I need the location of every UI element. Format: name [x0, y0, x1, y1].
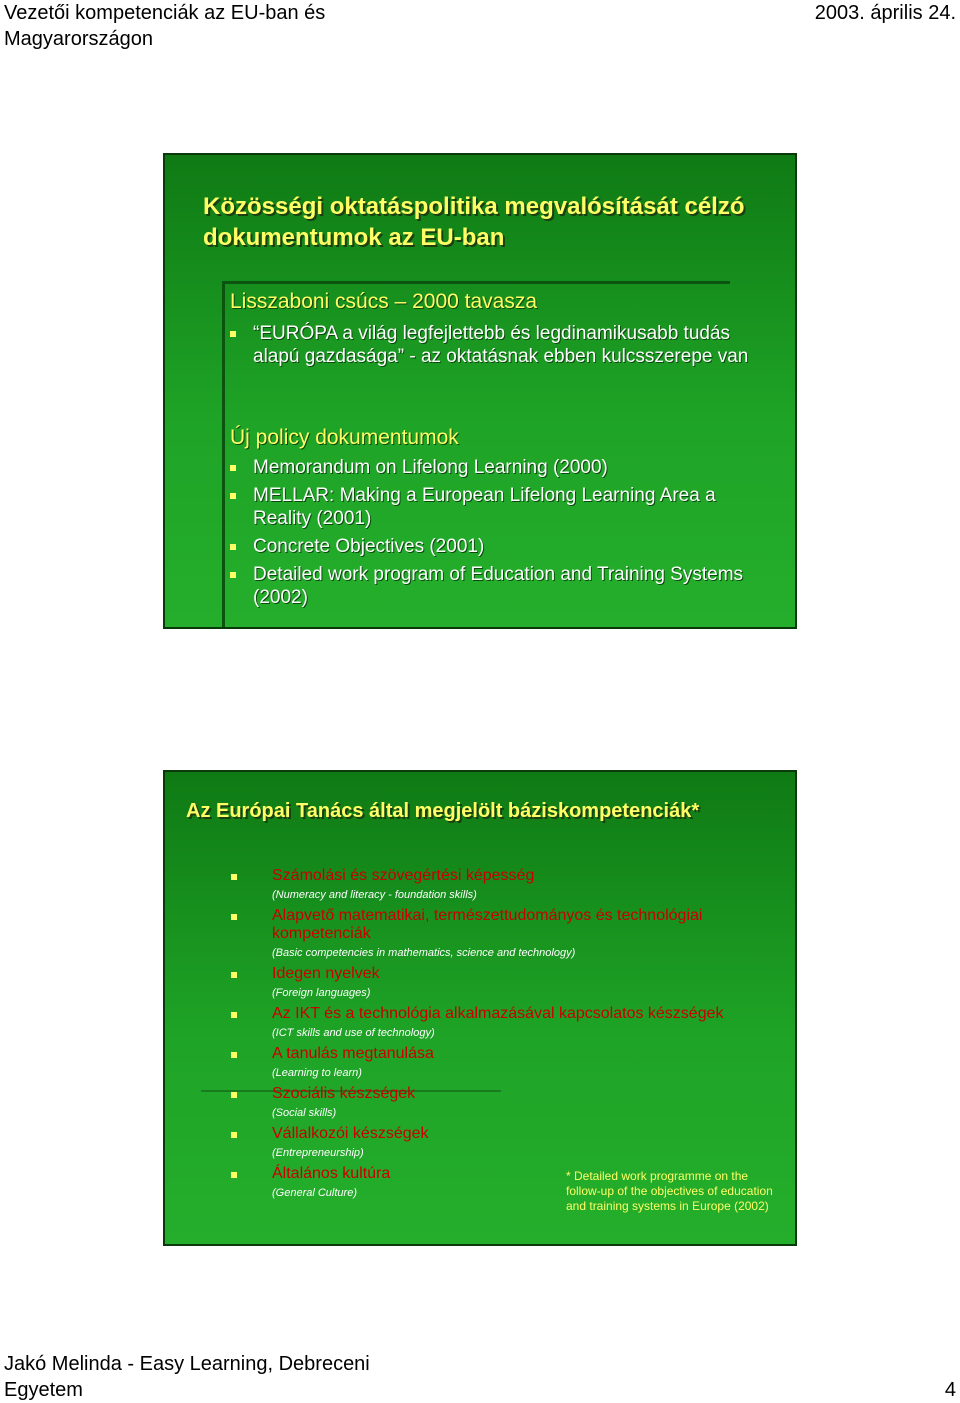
list-item: Concrete Objectives (2001) — [230, 535, 775, 558]
bullet-square-icon — [230, 331, 236, 337]
slide-eu-policy-documents — [163, 153, 797, 629]
slide-base-competencies — [163, 770, 797, 1246]
list-item: A tanulás megtanulása (Learning to learn) — [231, 1045, 751, 1080]
bullet-square-icon — [231, 1052, 237, 1058]
list-item: Vállalkozói készségek (Entrepreneurship) — [231, 1125, 751, 1160]
header-date: 2003. április 24. — [814, 2, 956, 24]
slide-divider-line — [222, 281, 730, 284]
list-item: Számolási és szövegértési képesség (Numeracy and literacy - foundation skills) — [231, 867, 751, 902]
page-number: 4 — [944, 1379, 956, 1401]
list-item: MELLAR: Making a European Lifelong Learning Area a Reality (2001) — [230, 484, 775, 530]
list-item: Szociális készségek (Social skills) — [231, 1085, 751, 1120]
list-item: Memorandum on Lifelong Learning (2000) — [230, 456, 775, 479]
lisbon-bullet-list — [230, 322, 770, 373]
bullet-square-icon — [231, 1012, 237, 1018]
list-item: Idegen nyelvek (Foreign languages) — [231, 965, 751, 1000]
competencies-list — [231, 867, 751, 1205]
bullet-square-icon — [230, 544, 236, 550]
section-heading-lisbon: Lisszaboni csúcs – 2000 tavasza — [230, 290, 538, 313]
bullet-square-icon — [230, 493, 236, 499]
list-item: Az IKT és a technológia alkalmazásával kapcsolatos készségek (ICT skills and use of technology) — [231, 1005, 751, 1040]
bullet-square-icon — [230, 465, 236, 471]
footnote: * Detailed work programme on the follow-up of the objectives of education and training systems in Europe (2002) — [566, 1169, 773, 1213]
bullet-square-icon — [231, 1092, 237, 1098]
bullet-square-icon — [231, 972, 237, 978]
bullet-square-icon — [230, 572, 236, 578]
section-heading-policy-documents: Új policy dokumentumok — [230, 426, 459, 449]
list-item: Alapvető matematikai, természettudományos és technológiai kompetenciák (Basic competencies in mathematics, science and technology) — [231, 907, 751, 960]
list-item: “EURÓPA a világ legfejlettebb és legdinamikusabb tudás alapú gazdasága” - az oktatásnak ebben kulcsszerepe van — [230, 322, 770, 368]
header-title: Vezetői kompetenciák az EU-ban és Magyarországon — [4, 2, 326, 50]
slide-divider-vline — [222, 281, 225, 629]
list-item: Általános kultúra (General Culture) — [231, 1165, 751, 1200]
slide-title: Közösségi oktatáspolitika megvalósítását célzó dokumentumok az EU-ban — [203, 193, 745, 251]
slide-title: Az Európai Tanács által megjelölt báziskompetenciák* — [186, 800, 700, 822]
bullet-square-icon — [231, 874, 237, 880]
bullet-square-icon — [231, 1172, 237, 1178]
footer-author: Jakó Melinda - Easy Learning, Debreceni Egyetem — [4, 1353, 370, 1401]
list-item: Detailed work program of Education and Training Systems (2002) — [230, 563, 775, 609]
policy-documents-list — [230, 456, 775, 614]
bullet-square-icon — [231, 914, 237, 920]
bullet-square-icon — [231, 1132, 237, 1138]
